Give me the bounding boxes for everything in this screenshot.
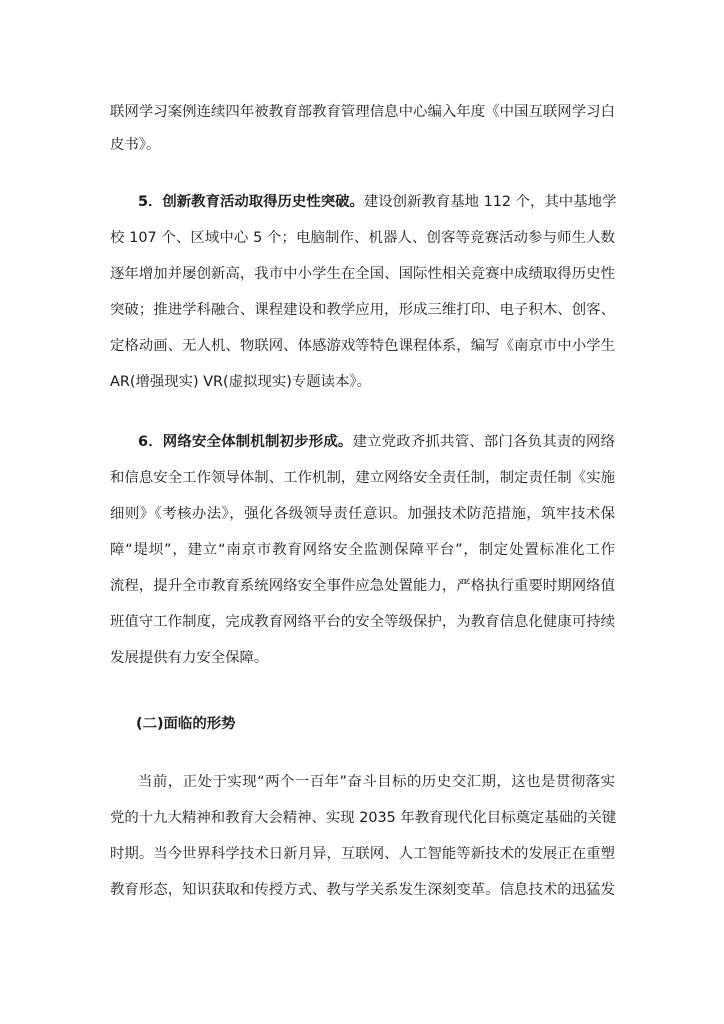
current-line-2: 党的十九大精神和教育大会精神、实现 2035 年教育现代化目标奠定基础的关键 [110, 810, 617, 826]
item6-line-7: 发展提供有力安全保障。 [110, 650, 269, 666]
item5-first-line [138, 191, 615, 213]
item6-heading: 6．网络安全体制机制初步形成。 [138, 434, 353, 450]
item5-heading: 5．创新教育活动取得历史性突破。 [138, 194, 364, 210]
item6-line-4: 障“堤坝”，建立“南京市教育网络安全监测保障平台”，制定处置标准化工作 [110, 542, 615, 558]
section-heading: (二)面临的形势 [136, 716, 236, 732]
item5-line-4: 突破；推进学科融合、课程建设和教学应用，形成三维打印、电子积木、创客、 [110, 302, 615, 318]
item6-line-6: 班值守工作制度，完成教育网络平台的安全等级保护，为教育信息化健康可持续 [110, 614, 615, 630]
item6-line-2: 和信息安全工作领导体制、工作机制，建立网络安全责任制，制定责任制《实施 [110, 470, 615, 486]
item6-line-3: 细则》《考核办法》，强化各级领导责任意识。加强技术防范措施，筑牢技术保 [110, 506, 615, 522]
item5-line-2: 校 107 个、区域中心 5 个；电脑制作、机器人、创客等竞赛活动参与师生人数 [110, 230, 615, 246]
intro-line-2: 皮书》。 [110, 137, 161, 153]
current-line-3: 时期。当今世界科学技术日新月异，互联网、人工智能等新技术的发展正在重塑 [110, 846, 615, 862]
item5-line-3: 逐年增加并屡创新高，我市中小学生在全国、国际性相关竞赛中成绩取得历史性 [110, 266, 615, 282]
item5-line-5: 定格动画、无人机、物联网、体感游戏等特色课程体系，编写《南京市中小学生 [110, 338, 615, 354]
current-line-4: 教育形态，知识获取和传授方式、教与学关系发生深刻变革。信息技术的迅猛发 [110, 882, 615, 898]
intro-line-1: 联网学习案例连续四年被教育部教育管理信息中心编入年度《中国互联网学习白 [110, 104, 615, 120]
current-line-1: 当前，正处于实现“两个一百年”奋斗目标的历史交汇期，这也是贯彻落实 [138, 774, 615, 790]
item6-first-line [138, 431, 615, 453]
item6-line-5: 流程，提升全市教育系统网络安全事件应急处置能力，严格执行重要时期网络值 [110, 578, 615, 594]
item6-first-line-text: 建立党政齐抓共管、部门各负其责的网络 [352, 434, 615, 450]
item5-first-line-text: 建设创新教育基地 112 个，其中基地学 [363, 194, 617, 210]
item5-line-6: AR(增强现实) VR(虚拟现实)专题读本》。 [110, 374, 371, 390]
